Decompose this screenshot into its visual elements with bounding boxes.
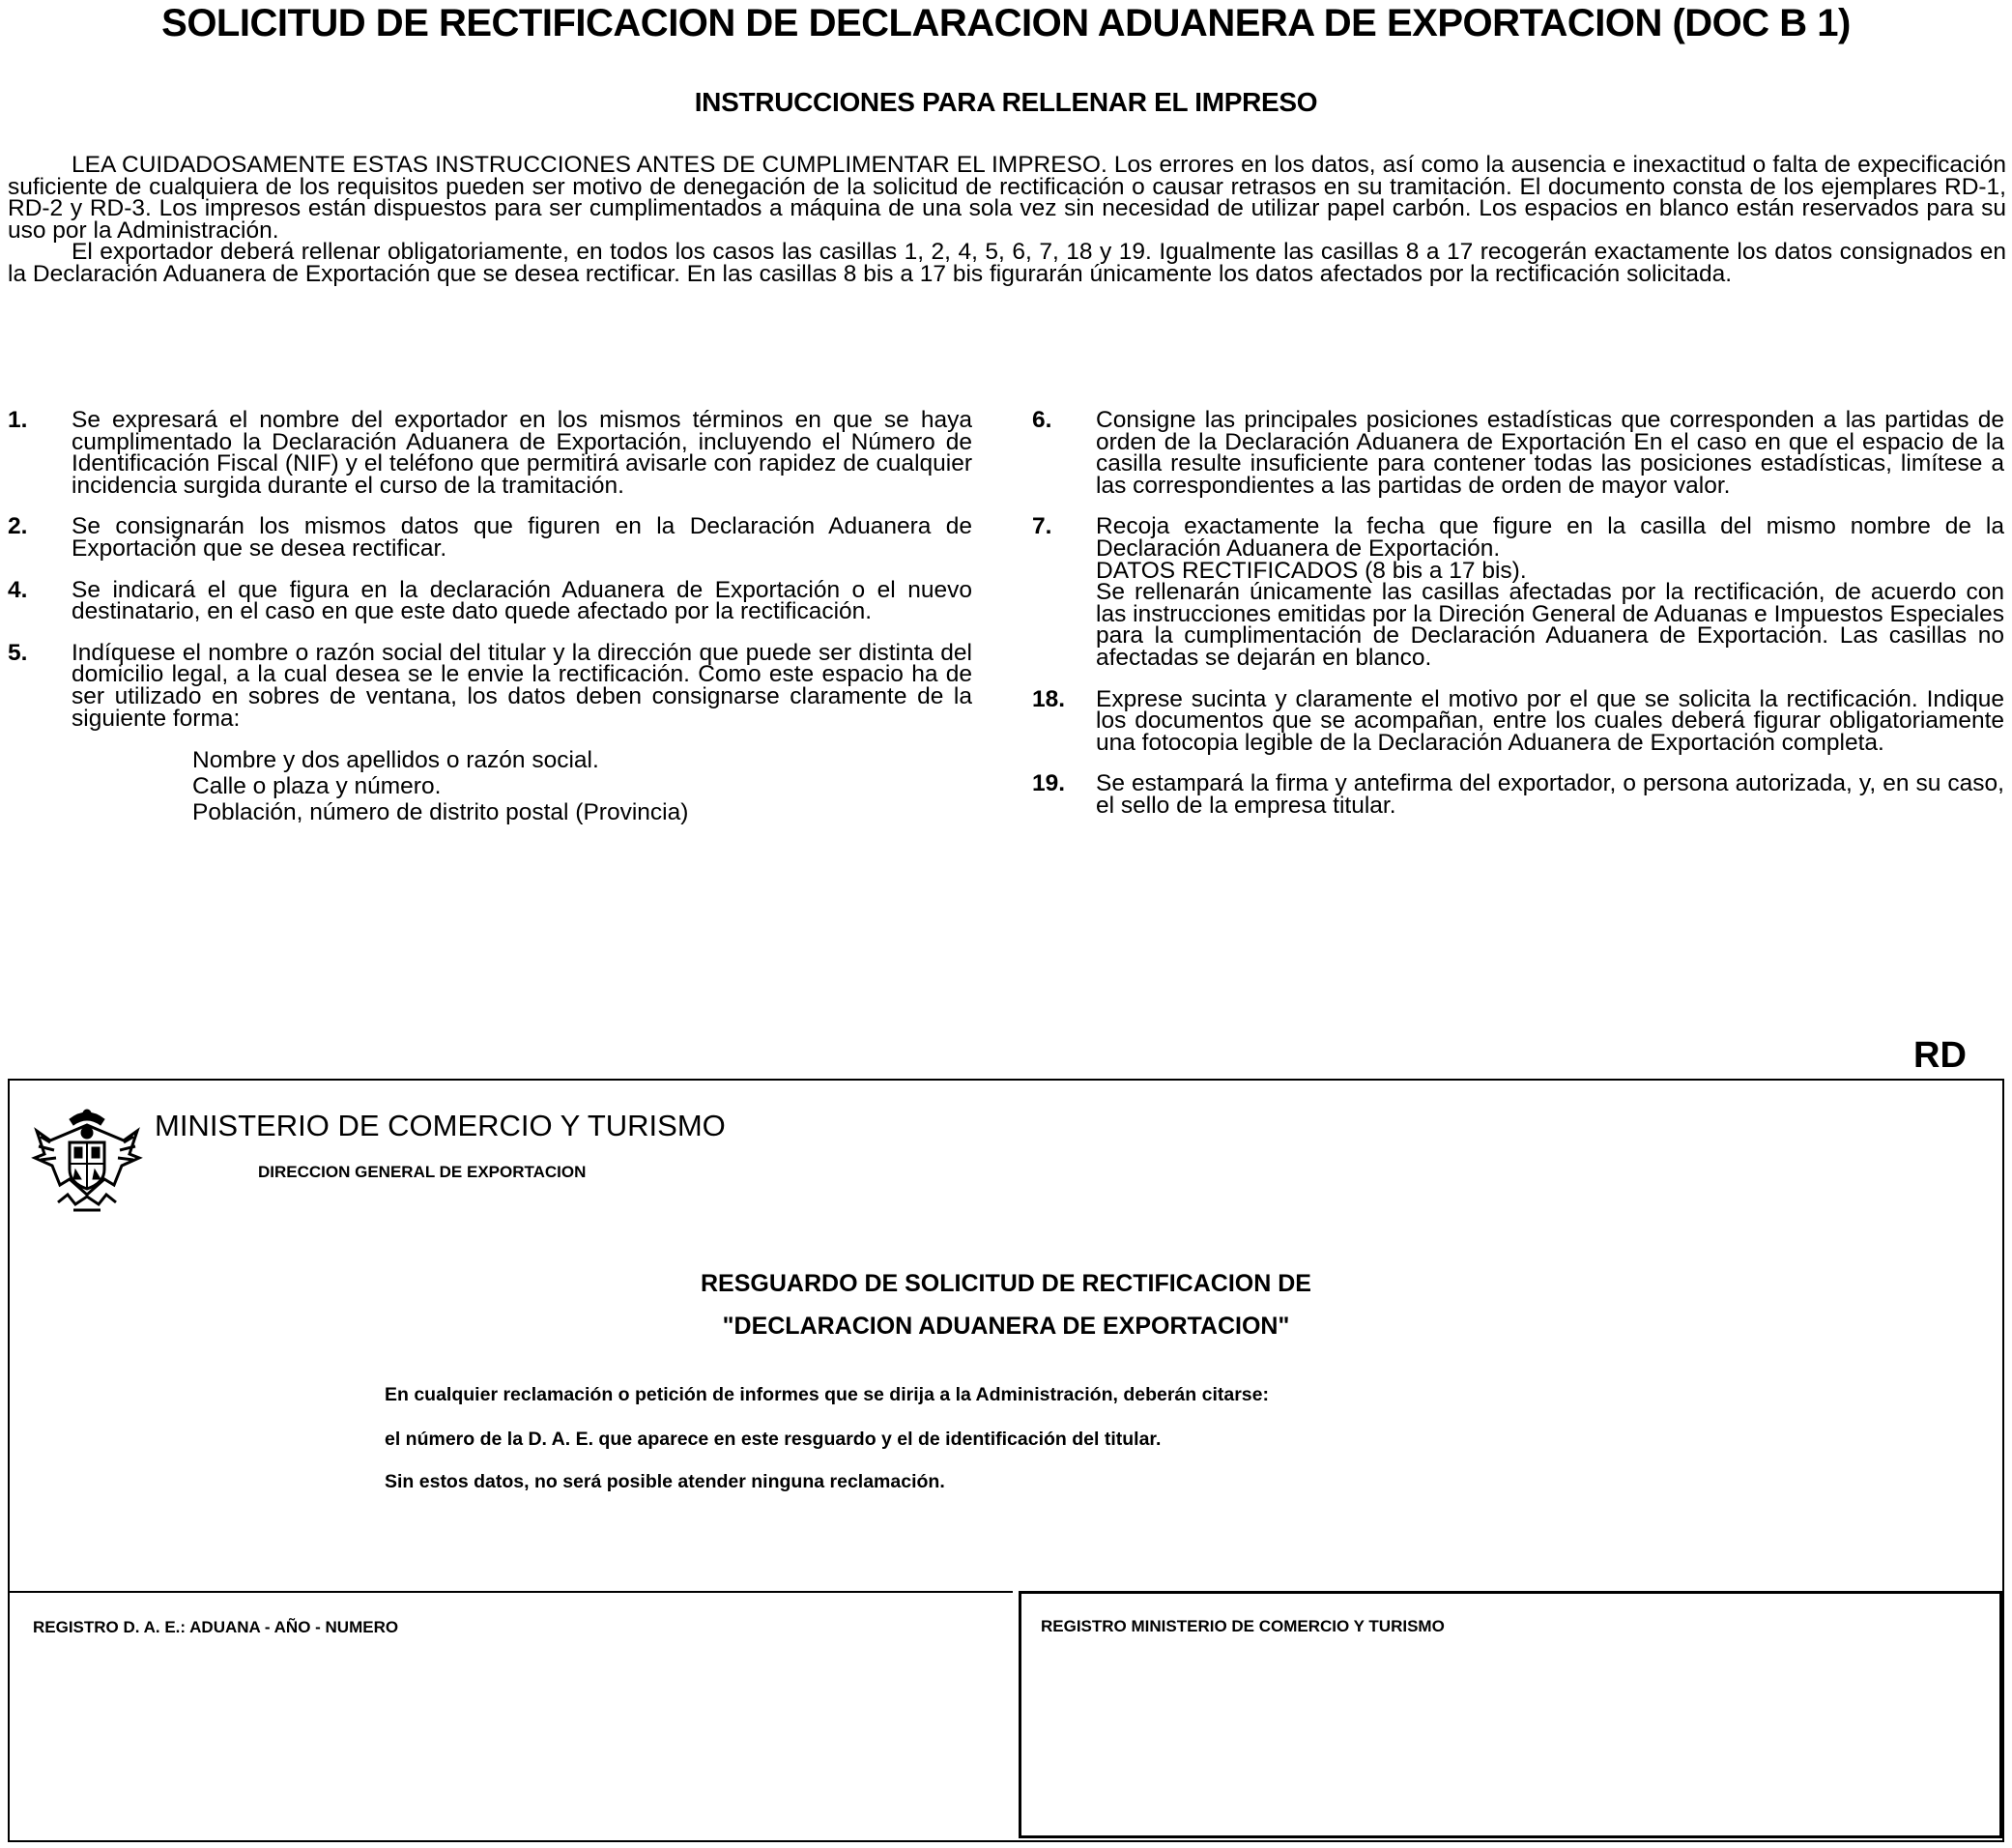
- instruction-item: [8, 407, 972, 499]
- instruction-item: [8, 513, 972, 562]
- item-number: 4.: [8, 576, 28, 603]
- document-title: SOLICITUD DE RECTIFICACION DE DECLARACION ADUANERA DE EXPORTACION (DOC B 1): [161, 2, 1851, 44]
- ministry-name: MINISTERIO DE COMERCIO Y TURISMO: [155, 1109, 726, 1142]
- address-format: [72, 747, 972, 825]
- item-text: Recoja exactamente la fecha que figure en la casilla del mismo nombre de la Declaración Aduanera de Exportación.: [1096, 513, 2004, 562]
- instruction-item: [1032, 407, 2004, 499]
- receipt-form: [8, 1079, 2004, 1842]
- item-number: 18.: [1032, 685, 1066, 712]
- receipt-note-line-1: En cualquier reclamación o petición de informes que se dirija a la Administración, deberán citarse:: [385, 1384, 1269, 1405]
- instruction-item: [1032, 770, 2004, 819]
- instruction-item: [1032, 685, 2004, 756]
- rectified-data-text: Se rellenarán únicamente las casillas afectadas por la rectificación, de acuerdo con las instrucciones emitidas por la Direción General de Aduanas e Impuestos Especiales para la cumplimentación de Declaración Aduanera de Exportación. Las casillas no afectadas se dejarán en blanco.: [1096, 579, 2004, 671]
- form-code-label: RD: [1913, 1035, 1967, 1076]
- dae-register-field[interactable]: [10, 1591, 1013, 1838]
- receipt-note-line-3: Sin estos datos, no será posible atender ninguna reclamación.: [385, 1471, 945, 1492]
- receipt-note-line-2: el número de la D. A. E. que aparece en este resguardo y el de identificación del titular.: [385, 1429, 1162, 1450]
- dae-register-label: REGISTRO D. A. E.: ADUANA - AÑO - NUMERO: [33, 1618, 399, 1636]
- item-text: Se estampará la firma y antefirma del exportador, o persona autorizada, y, en su caso, el sello de la empresa titular.: [1096, 770, 2004, 819]
- item-text: Se indicará el que figura en la declaración Aduanera de Exportación o el nuevo destinatario, en el caso en que este dato quede afectado por la rectificación.: [72, 576, 972, 625]
- item-number: 2.: [8, 513, 28, 540]
- item-text: Indíquese el nombre o razón social del titular y la dirección que puede ser distinta del domicilio legal, a la cual desea se le envie la rectificación. Como este espacio ha de ser utilizado en sobres de ventana, los datos deben consignarse claramente de la siguiente forma:: [72, 639, 972, 732]
- instruction-item: [8, 576, 972, 625]
- item-number: 5.: [8, 639, 28, 666]
- item-number: 1.: [8, 407, 28, 433]
- item-number: 6.: [1032, 407, 1052, 433]
- directorate-name: DIRECCION GENERAL DE EXPORTACION: [258, 1163, 587, 1181]
- intro-paragraph-1: LEA CUIDADOSAMENTE ESTAS INSTRUCCIONES ANTES DE CUMPLIMENTAR EL IMPRESO. Los errores en los datos, así como la ausencia e inexactitud o falta de expecificación suficiente de cualquiera de los requisitos pueden ser motivo de denegación de la solicitud de rectificación o causar retrasos en su tramitación. El documento consta de los ejemplares RD-1, RD-2 y RD-3. Los impresos están dispuestos para ser cumplimentados a máquina de una sola vez sin necesidad de utilizar papel carbón. Los espacios en blanco están reservados para su uso por la Administración.: [8, 152, 2006, 244]
- instruction-item: [8, 639, 972, 826]
- ministry-register-label: REGISTRO MINISTERIO DE COMERCIO Y TURISMO: [1041, 1617, 1445, 1635]
- receipt-title-line-1: RESGUARDO DE SOLICITUD DE RECTIFICACION DE: [701, 1270, 1311, 1297]
- coat-of-arms-icon: [31, 1102, 143, 1218]
- item-number: 19.: [1032, 770, 1066, 797]
- instructions-heading: INSTRUCCIONES PARA RELLENAR EL IMPRESO: [694, 87, 1318, 117]
- item-text: Se expresará el nombre del exportador en los mismos términos en que se haya cumplimentado la Declaración Aduanera de Exportación, incluyendo el Número de Identificación Fiscal (NIF) y el teléfono que permitirá avisarle con rapidez de cualquier incidencia surgida durante el curso de la tramitación.: [72, 407, 972, 499]
- address-line-city: Población, número de distrito postal (Provincia): [192, 799, 689, 826]
- instructions-right-column: [1032, 407, 2004, 837]
- ministry-register-field[interactable]: [1019, 1591, 2002, 1838]
- item-text: Consigne las principales posiciones estadísticas que corresponden a las partidas de orden de la Declaración Aduanera de Exportación En el caso en que el espacio de la casilla resulte insuficiente para contener todas las posiciones estadísticas, limítese a las correspondientes a las partidas de orden de mayor valor.: [1096, 407, 2004, 499]
- instructions-left-column: [8, 407, 972, 845]
- item-text: Se consignarán los mismos datos que figuren en la Declaración Aduanera de Exportación que se desea rectificar.: [72, 513, 972, 562]
- intro-section: [8, 152, 2006, 287]
- intro-paragraph-2: El exportador deberá rellenar obligatoriamente, en todos los casos las casillas 1, 2, 4, 5, 6, 7, 18 y 19. Igualmente las casillas 8 a 17 recogerán exactamente los datos consignados en la Declaración Aduanera de Exportación que se desea rectificar. En las casillas 8 bis a 17 bis figurarán únicamente los datos afectados por la rectificación solicitada.: [8, 239, 2006, 287]
- rectified-data-heading: DATOS RECTIFICADOS (8 bis a 17 bis).: [1096, 557, 1527, 584]
- item-text: Exprese sucinta y claramente el motivo por el que se solicita la rectificación. Indique los documentos que se acompañan, entre los cuales deberá figurar obligatoriamente una fotocopia legible de la Declaración Aduanera de Exportación completa.: [1096, 685, 2004, 756]
- receipt-title-line-2: "DECLARACION ADUANERA DE EXPORTACION": [722, 1313, 1290, 1340]
- instruction-item: [1032, 513, 2004, 671]
- address-line-name: Nombre y dos apellidos o razón social.: [192, 747, 599, 774]
- address-line-street: Calle o plaza y número.: [192, 773, 442, 800]
- item-number: 7.: [1032, 513, 1052, 540]
